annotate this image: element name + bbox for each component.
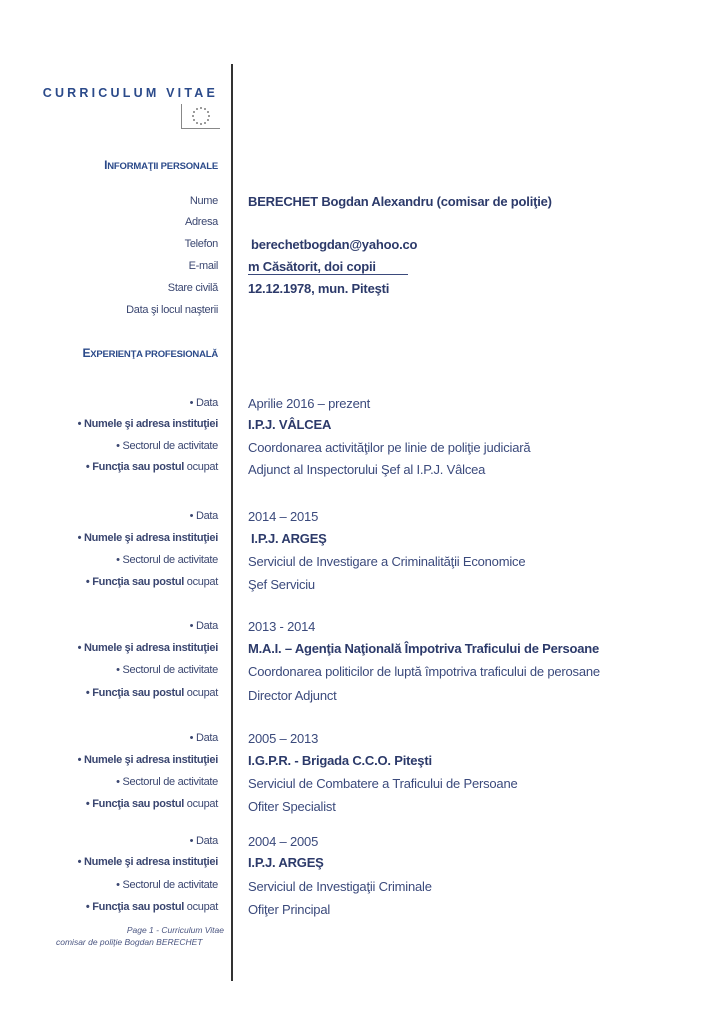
entry-function: Adjunct al Inspectorului Şef al I.P.J. Vâlcea <box>248 462 486 477</box>
label-date: • Data <box>189 732 218 744</box>
label-function <box>86 687 218 699</box>
label-institution: • Numele şi adresa instituţiei <box>77 642 218 654</box>
label-date: • Data <box>189 620 218 632</box>
column-divider <box>231 64 233 981</box>
entry-date: Aprilie 2016 – prezent <box>248 396 371 411</box>
entry-function: Şef Serviciu <box>248 577 315 592</box>
entry-date: 2005 – 2013 <box>248 731 319 746</box>
label-date: • Data <box>189 397 218 409</box>
label-function <box>86 576 218 588</box>
entry-institution: I.P.J. VÂLCEA <box>248 417 332 432</box>
label-function <box>86 798 218 810</box>
label-function-bold: • Funcţia sau postul <box>85 901 185 913</box>
cv-title: CURRICULUM VITAE <box>42 86 218 100</box>
value-email[interactable]: berechetbogdan@yahoo.co <box>251 237 418 252</box>
entry-institution: M.A.I. – Agenţia Naţională Împotriva Traficului de Persoane <box>248 641 600 656</box>
entry-sector: Serviciul de Combatere a Traficului de Persoane <box>248 776 518 791</box>
value-name: BERECHET Bogdan Alexandru (comisar de poliţie) <box>248 194 552 209</box>
value-email-cont-civil-status: m Căsătorit, doi copii <box>248 259 408 275</box>
label-function-rest: ocupat <box>184 461 218 473</box>
label-function-rest: ocupat <box>184 901 218 913</box>
label-function-rest: ocupat <box>184 687 218 699</box>
label-function-rest: ocupat <box>184 798 218 810</box>
entry-sector: Coordonarea politicilor de luptă împotriva traficului de perosane <box>248 664 600 679</box>
entry-date: 2004 – 2005 <box>248 834 319 849</box>
label-sector: • Sectorul de activitate <box>116 440 218 452</box>
value-birth: 12.12.1978, mun. Piteşti <box>248 281 390 296</box>
label-function-bold: • Funcţia sau postul <box>85 798 185 810</box>
label-institution: • Numele şi adresa instituţiei <box>77 754 218 766</box>
label-function <box>86 461 218 473</box>
entry-date: 2014 – 2015 <box>248 509 319 524</box>
label-sector: • Sectorul de activitate <box>116 664 218 676</box>
label-function <box>86 901 218 913</box>
label-function-bold: • Funcţia sau postul <box>85 687 185 699</box>
entry-function: Ofiţer Principal <box>248 902 331 917</box>
label-institution: • Numele şi adresa instituţiei <box>77 856 218 868</box>
label-date: • Data <box>189 510 218 522</box>
label-birth: Data şi locul naşterii <box>126 304 218 316</box>
footer-author: comisar de poliţie Bogdan BERECHET <box>56 937 203 947</box>
label-function-bold: • Funcţia sau postul <box>85 461 185 473</box>
label-function-rest: ocupat <box>184 576 218 588</box>
entry-function: Ofiter Specialist <box>248 799 336 814</box>
label-date: • Data <box>189 835 218 847</box>
label-function-bold: • Funcţia sau postul <box>85 576 185 588</box>
entry-sector: Serviciul de Investigaţii Criminale <box>248 879 432 894</box>
eu-stars-emblem-icon <box>181 104 220 129</box>
label-address: Adresa <box>184 216 218 228</box>
label-name: Nume <box>189 195 218 207</box>
entry-sector: Coordonarea activităţilor pe linie de poliţie judiciară <box>248 440 531 455</box>
entry-date: 2013 - 2014 <box>248 619 316 634</box>
label-sector: • Sectorul de activitate <box>116 879 218 891</box>
label-email: E-mail <box>188 260 218 272</box>
label-phone: Telefon <box>184 238 218 250</box>
label-sector: • Sectorul de activitate <box>116 554 218 566</box>
label-institution: • Numele şi adresa instituţiei <box>77 532 218 544</box>
entry-institution: I.P.J. ARGEŞ <box>251 531 327 546</box>
section-title-personal: INFORMAŢII PERSONALE <box>104 158 218 172</box>
entry-institution: I.G.P.R. - Brigada C.C.O. Piteşti <box>248 753 432 768</box>
entry-institution: I.P.J. ARGEŞ <box>248 855 324 870</box>
label-civil-status: Stare civilă <box>167 282 218 294</box>
label-sector: • Sectorul de activitate <box>116 776 218 788</box>
footer-page: Page 1 - Curriculum Vitae <box>126 925 224 935</box>
label-institution: • Numele şi adresa instituţiei <box>77 418 218 430</box>
section-title-experience: EXPERIENŢA PROFESIONALĂ <box>82 346 218 360</box>
entry-function: Director Adjunct <box>248 688 337 703</box>
entry-sector: Serviciul de Investigare a Criminalităţii Economice <box>248 554 526 569</box>
